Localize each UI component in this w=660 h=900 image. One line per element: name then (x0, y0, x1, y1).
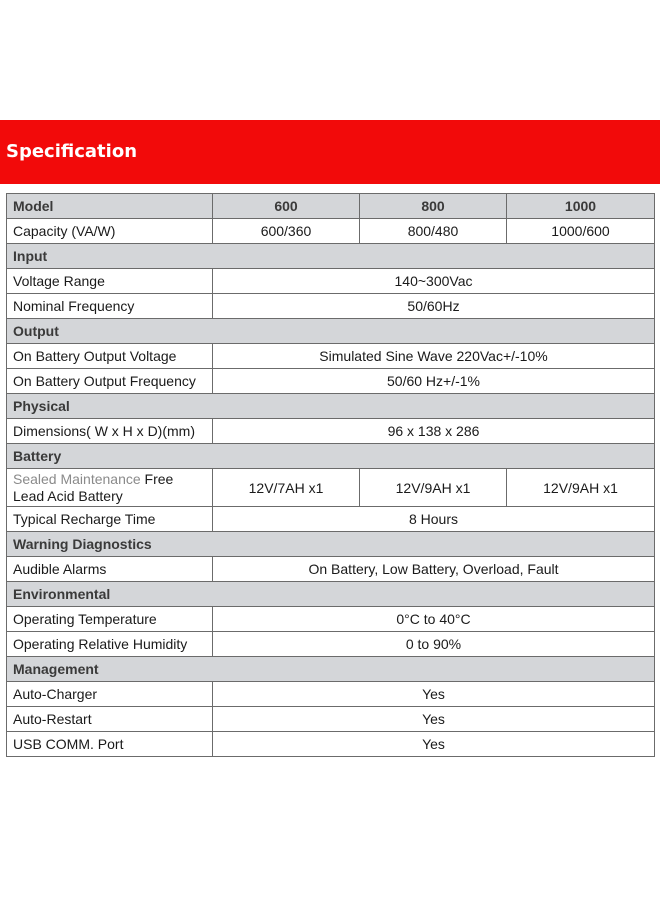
audible-alarms-row (7, 557, 655, 582)
model-header-row (7, 194, 655, 219)
section-management-title: Management (7, 657, 655, 682)
audible-alarms-label: Audible Alarms (7, 557, 213, 582)
dimensions-row (7, 419, 655, 444)
section-battery (7, 444, 655, 469)
auto-restart-row (7, 707, 655, 732)
banner-title: Specification (6, 141, 138, 162)
capacity-1000: 1000/600 (507, 219, 655, 244)
specification-banner (0, 120, 660, 184)
voltage-range-row (7, 269, 655, 294)
battery-type-label-faded: Sealed Maintenance (13, 470, 141, 487)
auto-charger-row (7, 682, 655, 707)
on-battery-output-frequency-row (7, 369, 655, 394)
on-battery-output-voltage-row (7, 344, 655, 369)
operating-temperature-value: 0°C to 40°C (213, 607, 655, 632)
on-battery-output-voltage-value: Simulated Sine Wave 220Vac+/-10% (213, 344, 655, 369)
capacity-label: Capacity (VA/W) (7, 219, 213, 244)
usb-port-row (7, 732, 655, 757)
dimensions-value: 96 x 138 x 286 (213, 419, 655, 444)
section-environmental-title: Environmental (7, 582, 655, 607)
section-physical (7, 394, 655, 419)
recharge-time-value: 8 Hours (213, 507, 655, 532)
section-output (7, 319, 655, 344)
usb-port-label: USB COMM. Port (7, 732, 213, 757)
section-input (7, 244, 655, 269)
auto-restart-value: Yes (213, 707, 655, 732)
nominal-frequency-row (7, 294, 655, 319)
dimensions-label: Dimensions( W x H x D)(mm) (7, 419, 213, 444)
capacity-600: 600/360 (213, 219, 360, 244)
model-600: 600 (213, 194, 360, 219)
capacity-row (7, 219, 655, 244)
battery-type-800: 12V/9AH x1 (360, 469, 507, 507)
battery-type-row (7, 469, 655, 507)
voltage-range-label: Voltage Range (7, 269, 213, 294)
operating-temperature-row (7, 607, 655, 632)
battery-type-label-rest: Free Lead Acid Battery (13, 470, 174, 504)
section-physical-title: Physical (7, 394, 655, 419)
operating-humidity-label: Operating Relative Humidity (7, 632, 213, 657)
operating-humidity-row (7, 632, 655, 657)
section-environmental (7, 582, 655, 607)
voltage-range-value: 140~300Vac (213, 269, 655, 294)
battery-type-label (7, 469, 213, 507)
auto-charger-value: Yes (213, 682, 655, 707)
model-800: 800 (360, 194, 507, 219)
auto-restart-label: Auto-Restart (7, 707, 213, 732)
on-battery-output-voltage-label: On Battery Output Voltage (7, 344, 213, 369)
section-management (7, 657, 655, 682)
nominal-frequency-value: 50/60Hz (213, 294, 655, 319)
section-warning-title: Warning Diagnostics (7, 532, 655, 557)
battery-type-1000: 12V/9AH x1 (507, 469, 655, 507)
section-input-title: Input (7, 244, 655, 269)
model-label: Model (7, 194, 213, 219)
operating-humidity-value: 0 to 90% (213, 632, 655, 657)
recharge-time-row (7, 507, 655, 532)
on-battery-output-frequency-label: On Battery Output Frequency (7, 369, 213, 394)
on-battery-output-frequency-value: 50/60 Hz+/-1% (213, 369, 655, 394)
recharge-time-label: Typical Recharge Time (7, 507, 213, 532)
section-warning-diagnostics (7, 532, 655, 557)
usb-port-value: Yes (213, 732, 655, 757)
model-1000: 1000 (507, 194, 655, 219)
audible-alarms-value: On Battery, Low Battery, Overload, Fault (213, 557, 655, 582)
section-output-title: Output (7, 319, 655, 344)
battery-type-600: 12V/7AH x1 (213, 469, 360, 507)
nominal-frequency-label: Nominal Frequency (7, 294, 213, 319)
operating-temperature-label: Operating Temperature (7, 607, 213, 632)
capacity-800: 800/480 (360, 219, 507, 244)
section-battery-title: Battery (7, 444, 655, 469)
specification-table (6, 193, 655, 757)
auto-charger-label: Auto-Charger (7, 682, 213, 707)
